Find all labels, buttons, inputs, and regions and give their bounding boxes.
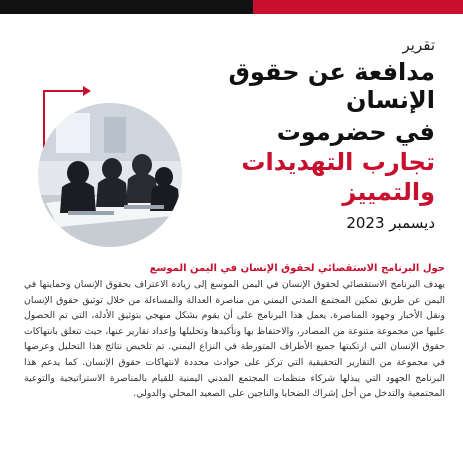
report-subtitle-line-1: تجارب التهديدات xyxy=(241,148,435,176)
report-title-line-1: مدافعة عن حقوق الإنسان xyxy=(228,58,435,114)
report-date: ديسمبر 2023 xyxy=(346,214,435,232)
report-header xyxy=(135,36,435,206)
report-title-line-2: في حضرموت xyxy=(276,118,435,146)
section-body-text: يهدف البرنامج الاستقصائي لحقوق الإنسان في اليمن الموسع إلى زيادة الاعتراف بحقوق الإنسان وحمايتها في اليمن عن طريق تمكين المجتمع المدني اليمني من مناصرة العدالة والمساءلة من خلال توثيق حقوق الإنسان ونقل الأخبار وجهود المناصرة. يعمل هذا البرنامج على أن يقوم بشكل منهجي بتوثيق الأدلة، التي تم الحصول عليها من مجموعة متنوعة من المصادر، والاحتفاظ بها وتأكيدها وتحليلها وإعداد تقارير عنها، حيث تتعلق بانتهاكات حقوق الإنسان التي ارتكبتها جميع الأطراف المتورطة في النزاع اليمني. تم تلخيص نتائج هذا التحليل وعرضها في مجموعة من التقارير التحقيقية التي تركز على حوادث محددة لانتهاكات حقوق الإنسان. كما يدعم هذا البرنامج الجهود التي يبذلها شركاء منظمات المجتمع المدني اليمنية للقيام بالمناصرة الاستراتيجية والتوعية المجتمعية والتدخل من أجل إشراك الضحايا والناجين على الصعيد المحلي والدولي. xyxy=(24,279,445,400)
report-kicker: تقرير xyxy=(402,36,435,54)
report-subtitle-line-2: والتمييز xyxy=(342,178,435,206)
top-bar-red-segment xyxy=(253,0,463,14)
connector-arrow-icon xyxy=(83,86,91,96)
top-color-bar xyxy=(0,0,463,14)
section-heading: حول البرنامج الاستقصائي لحقوق الإنسان في اليمن الموسع xyxy=(149,263,445,274)
about-program-section xyxy=(24,262,445,402)
